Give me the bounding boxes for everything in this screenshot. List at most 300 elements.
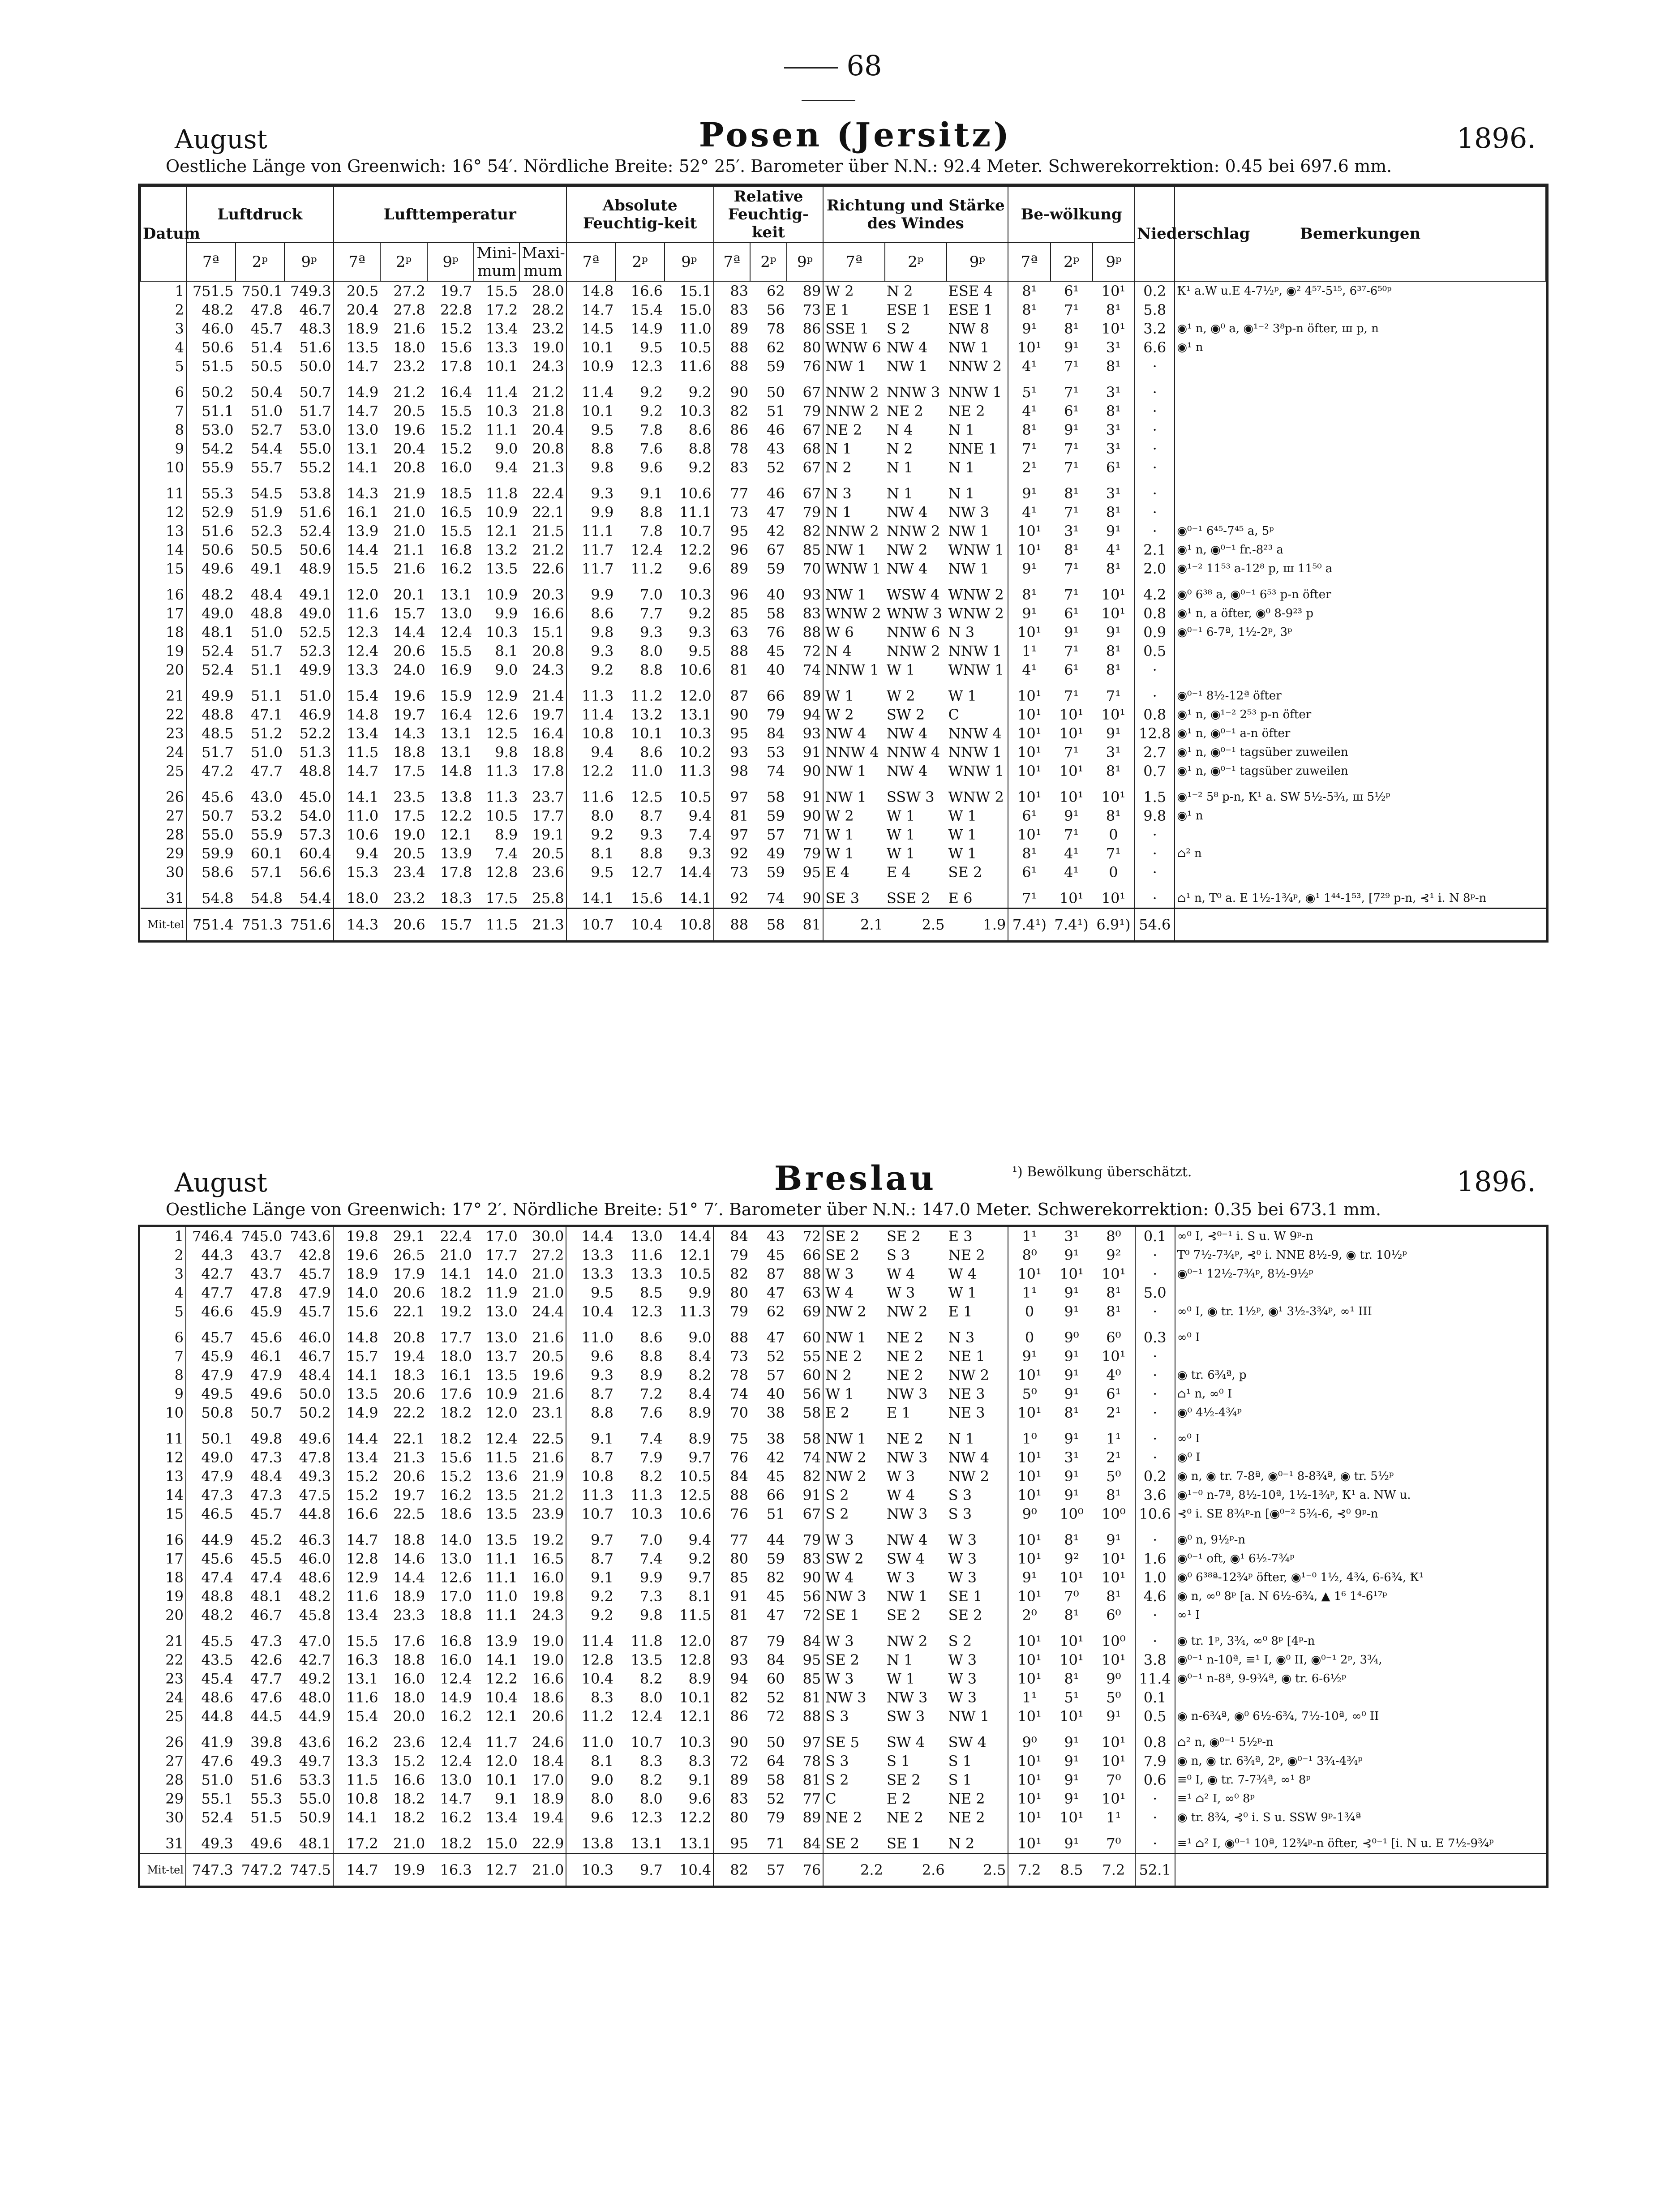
day-cell: 28 [166, 826, 184, 843]
data-cell: 9.2 [688, 605, 712, 622]
data-cell: 10¹ [1008, 762, 1050, 780]
data-cell: 52.3 [299, 643, 331, 660]
data-cell: 8¹ [1008, 578, 1050, 604]
table-row [141, 319, 1546, 338]
data-cell: · [1135, 660, 1175, 679]
data-cell: SE 2 [948, 864, 982, 881]
data-cell: 15.1 [679, 283, 712, 300]
data-cell: 10¹ [1060, 1651, 1084, 1668]
remarks-cell: ◉⁰⁻¹ 6-7ª, 1½-2ᵖ, 3ᵖ [1175, 623, 1546, 642]
day-cell: 31 [166, 890, 184, 907]
data-cell: 15.4 [334, 679, 381, 705]
data-cell: 21.3 [532, 459, 564, 476]
data-cell: 58 [766, 605, 785, 622]
data-cell: 9.2 [566, 825, 616, 844]
data-cell: N 1 [823, 439, 885, 458]
data-cell: 17.8 [440, 358, 472, 375]
data-cell: · [1135, 1347, 1175, 1366]
data-cell: 14.9 [334, 376, 381, 402]
data-cell: 12.4 [631, 1708, 663, 1725]
data-cell: SE 2 [886, 1228, 921, 1245]
data-cell: 53.8 [299, 485, 331, 502]
data-cell: 9.2 [688, 459, 712, 476]
data-cell: 14.3 [393, 725, 425, 742]
table-row [141, 863, 1546, 882]
data-cell: 19.4 [532, 1809, 564, 1826]
data-cell: 9.3 [566, 477, 616, 503]
data-cell: 79 [713, 1302, 750, 1321]
data-cell: 7.6 [639, 1404, 663, 1421]
data-cell: 7¹ [1064, 586, 1079, 603]
data-cell: 51.6 [299, 504, 331, 521]
day-cell: 26 [166, 789, 184, 806]
data-cell: 15.7 [393, 605, 425, 622]
data-cell: 45.4 [186, 1669, 235, 1688]
data-cell: W 3 [886, 1468, 915, 1485]
table-row [140, 1568, 1546, 1587]
data-cell: 47.3 [250, 1449, 283, 1466]
data-cell: 55.0 [299, 1790, 331, 1807]
data-cell: 3.8 [1135, 1650, 1175, 1669]
data-cell: 13.3 [566, 1246, 615, 1265]
header-bewoelkung: Be-wölkung [1008, 186, 1135, 243]
day-cell: 9 [174, 1385, 184, 1402]
header-luftdruck: Luftdruck [186, 186, 334, 243]
data-cell: 10.9 [485, 504, 518, 521]
remarks-cell: ◉¹ n, ◉⁰⁻¹ a-n öfter [1175, 724, 1546, 743]
data-cell: 52.4 [299, 523, 331, 540]
data-cell: 7.4 [639, 1550, 663, 1567]
data-cell: 13.6 [485, 1468, 518, 1485]
data-cell: 79 [802, 1531, 821, 1548]
data-cell: 7.0 [640, 586, 663, 603]
data-cell: 9.7 [566, 1523, 615, 1549]
data-cell: 95 [713, 1827, 750, 1854]
data-cell: 8.1 [566, 844, 616, 863]
data-cell: 11.1 [485, 421, 518, 438]
station-month: August [175, 124, 267, 154]
mean-cell: 10.8 [665, 909, 714, 941]
data-cell: 10¹ [1101, 586, 1126, 603]
data-cell: 0.5 [1135, 642, 1175, 660]
data-cell: 11.3 [679, 763, 712, 780]
data-cell: 3.2 [1135, 319, 1175, 338]
data-cell: 71 [802, 826, 821, 843]
data-cell: 13.9 [440, 845, 472, 862]
data-cell: 10¹ [1060, 1265, 1084, 1282]
data-cell: 47.3 [250, 1633, 283, 1650]
table-row [140, 1505, 1546, 1523]
data-cell: 80 [713, 1808, 750, 1827]
data-cell: · [1135, 376, 1175, 402]
data-cell: 9¹ [1008, 477, 1050, 503]
data-cell: 1¹ [1106, 1430, 1121, 1447]
data-cell: 20.0 [393, 1708, 425, 1725]
data-cell: 16.6 [532, 605, 564, 622]
data-cell: S 1 [886, 1753, 910, 1770]
data-cell: 47.1 [250, 706, 283, 723]
data-cell: 8.2 [688, 1367, 712, 1384]
data-cell: 85 [802, 541, 821, 558]
data-cell: 84 [802, 1633, 821, 1650]
data-cell: N 1 [886, 485, 913, 502]
data-cell: 17.5 [485, 890, 518, 907]
data-cell: NE 3 [948, 1385, 985, 1402]
data-cell: 95 [802, 864, 821, 881]
day-cell: 3 [174, 1265, 184, 1282]
data-cell: 13.0 [485, 1303, 518, 1320]
data-cell: 9¹ [1064, 1753, 1079, 1770]
data-cell: · [1135, 1265, 1175, 1283]
data-cell: · [1135, 420, 1175, 439]
table-breslau [138, 1225, 1549, 1888]
data-cell: 50 [766, 384, 785, 401]
data-cell: N 4 [823, 642, 885, 660]
data-cell: 20.6 [393, 643, 425, 660]
table-row [140, 1321, 1546, 1347]
data-cell: 15.2 [333, 1467, 380, 1486]
mean-cell: 16.3 [427, 1854, 474, 1886]
data-cell: 48.8 [299, 763, 331, 780]
data-cell: 55.3 [250, 1790, 283, 1807]
data-cell: 21.9 [532, 1468, 564, 1485]
header-lufttemperatur: Lufttemperatur [334, 186, 566, 243]
data-cell: 91 [802, 744, 821, 761]
data-cell: 9.3 [566, 642, 616, 660]
data-cell: 8¹ [1064, 485, 1079, 502]
data-cell: 10¹ [1008, 1587, 1050, 1606]
table-row [140, 1707, 1546, 1726]
data-cell: 9.6 [566, 1808, 615, 1827]
data-cell: 50.8 [186, 1403, 235, 1422]
data-cell: 53.2 [250, 807, 283, 824]
data-cell: 9.9 [495, 605, 518, 622]
remarks-cell: ◉¹⁻⁰ n-7ª, 8½-10ª, 1½-1¾ᵖ, Ꝁ¹ a. NW u. [1175, 1486, 1546, 1505]
table-row [140, 1789, 1546, 1808]
mean-cell: 10.7 [566, 909, 616, 941]
data-cell: 14.4 [393, 624, 425, 641]
remarks-cell: ◉⁰⁻¹ n-10ª, ≡¹ I, ◉⁰ II, ◉⁰⁻¹ 2ᵖ, 3¾, [1175, 1650, 1546, 1669]
data-cell: 13.0 [440, 605, 472, 622]
data-cell: 18.2 [393, 1809, 425, 1826]
table-row [140, 1726, 1546, 1752]
header-luftdruck-h2: 2ᵖ [236, 243, 285, 281]
data-cell: · [1135, 1625, 1175, 1650]
data-cell: 90 [802, 807, 821, 824]
remarks-cell: ◉⁰⁻¹ n-8ª, 9-9¾ª, ◉ tr. 6-6½ᵖ [1175, 1669, 1546, 1688]
data-cell: 1¹ [1008, 1283, 1050, 1302]
remarks-cell: ◉⁰ 6³⁸ a, ◉⁰⁻¹ 6⁵³ p-n öfter [1175, 578, 1546, 604]
data-cell: 53.3 [299, 1771, 331, 1788]
data-cell: 12.2 [485, 1670, 518, 1687]
data-cell: 93 [802, 725, 821, 742]
day-cell: 24 [165, 1689, 184, 1706]
data-cell: 9¹ [1064, 1487, 1079, 1504]
data-cell: 78 [714, 439, 751, 458]
mean-cell: 82 [713, 1854, 750, 1886]
day-cell: 4 [175, 339, 184, 356]
data-cell: 54.0 [299, 807, 331, 824]
data-cell: 13.9 [334, 522, 381, 540]
data-cell: 9.2 [566, 1606, 615, 1625]
data-cell: 66 [766, 687, 785, 704]
data-cell: 74 [766, 890, 785, 907]
data-cell: 45.8 [299, 1607, 331, 1624]
data-cell: 50.7 [299, 384, 331, 401]
data-cell: E 4 [886, 864, 911, 881]
data-cell: 9.1 [566, 1422, 615, 1448]
data-cell: 12.0 [334, 578, 381, 604]
data-cell: 20.6 [393, 1385, 425, 1402]
data-cell: 7¹ [1064, 358, 1079, 375]
data-cell: 8.3 [639, 1753, 663, 1770]
data-cell: E 1 [886, 1404, 911, 1421]
data-cell: 11.4 [1135, 1669, 1175, 1688]
data-cell: 10.5 [679, 1468, 712, 1485]
data-cell: 47.9 [250, 1367, 283, 1384]
mean-cell [1175, 909, 1546, 941]
data-cell: NNW 2 [948, 358, 1002, 375]
data-cell: 0.3 [1135, 1321, 1175, 1347]
remarks-cell [1175, 642, 1546, 660]
data-cell: 9⁰ [1008, 1726, 1050, 1752]
remarks-cell: ∞⁰ I, ◉ tr. 1½ᵖ, ◉¹ 3½-3¾ᵖ, ∞¹ III [1175, 1302, 1546, 1321]
data-cell: 13.1 [440, 586, 472, 603]
data-cell: 8.6 [640, 744, 663, 761]
data-cell: NW 1 [823, 762, 885, 780]
data-cell: 13.2 [485, 541, 518, 558]
data-cell: 9.9 [639, 1569, 663, 1586]
data-cell: · [1135, 458, 1175, 477]
data-cell: 9¹ [1106, 523, 1121, 540]
data-cell: 20.8 [393, 459, 425, 476]
data-cell: 13.3 [631, 1265, 663, 1282]
table-row [141, 660, 1546, 679]
day-cell: 25 [166, 763, 184, 780]
data-cell: W 2 [823, 806, 885, 825]
table-row [141, 762, 1546, 780]
data-cell: 9.4 [566, 743, 616, 762]
data-cell: 8¹ [1106, 1487, 1121, 1504]
data-cell: SE 5 [823, 1726, 885, 1752]
data-cell: SE 1 [823, 1606, 885, 1625]
data-cell: 13.4 [333, 1448, 380, 1467]
data-cell: NW 1 [948, 560, 989, 577]
data-cell: 13.1 [679, 706, 712, 723]
data-cell: 12.3 [631, 358, 663, 375]
data-cell: 22.1 [393, 1430, 425, 1447]
data-cell: 19.7 [440, 283, 472, 300]
data-cell: NW 2 [823, 1302, 885, 1321]
data-cell: 8¹ [1064, 1531, 1079, 1548]
table-row [140, 1366, 1546, 1385]
data-cell: 13.1 [440, 744, 472, 761]
data-cell: 54.8 [186, 882, 236, 909]
data-cell: W 3 [948, 1689, 977, 1706]
data-cell: 1.5 [1135, 780, 1175, 806]
data-cell: NE 2 [823, 420, 885, 439]
data-cell: 10.5 [485, 807, 518, 824]
table-row [140, 1422, 1546, 1448]
data-cell: 20.6 [393, 1284, 425, 1301]
data-cell: 48.8 [186, 705, 236, 724]
remarks-cell: ◉⁰⁻¹ 6⁴⁵-7⁴⁵ a, 5ᵖ [1175, 522, 1546, 540]
data-cell: 10¹ [1008, 1265, 1050, 1283]
data-cell: WNW 2 [948, 586, 1004, 603]
data-cell: 12.8 [1135, 724, 1175, 743]
data-cell: NNE 1 [948, 440, 998, 457]
data-cell: 2.1 [1135, 540, 1175, 559]
table-row [141, 503, 1546, 522]
data-cell: NW 4 [823, 724, 885, 743]
data-cell: 55.0 [299, 440, 331, 457]
day-cell: 18 [166, 624, 184, 641]
data-cell: 46.0 [299, 1329, 331, 1346]
mean-cell: 57 [750, 1854, 787, 1886]
data-cell: 11.6 [333, 1587, 380, 1606]
data-cell: 55.3 [186, 477, 236, 503]
remarks-cell: ≡¹ ⌂² I, ∞⁰ 8ᵖ [1175, 1789, 1546, 1808]
data-cell: 72 [766, 1708, 785, 1725]
data-cell: 14.0 [333, 1283, 380, 1302]
data-cell: 81 [714, 660, 751, 679]
data-cell: 51.7 [250, 643, 283, 660]
data-cell: NNW 4 [886, 744, 940, 761]
data-cell: 19.8 [333, 1227, 380, 1246]
data-cell: 62 [766, 283, 785, 300]
data-cell: 0.2 [1135, 281, 1175, 300]
table-row [140, 1265, 1546, 1283]
data-cell: W 1 [886, 845, 915, 862]
data-cell: 5⁰ [1008, 1385, 1050, 1403]
data-cell: 15.2 [440, 421, 472, 438]
data-cell: 45.7 [299, 1303, 331, 1320]
day-cell: 2 [175, 301, 184, 318]
data-cell: NW 2 [886, 1303, 928, 1320]
remarks-cell: ◉ tr. 1ᵖ, 3¾, ∞⁰ 8ᵖ [4ᵖ-n [1175, 1625, 1546, 1650]
data-cell: 3¹ [1106, 744, 1121, 761]
data-cell: 12.8 [485, 864, 518, 881]
data-cell: 19.6 [393, 421, 425, 438]
data-cell: 12.1 [485, 523, 518, 540]
data-cell: 9⁰ [1106, 1670, 1121, 1687]
day-cell: 30 [166, 864, 184, 881]
remarks-cell [1175, 357, 1546, 376]
data-cell: 11.4 [485, 384, 518, 401]
data-cell: 8¹ [1106, 763, 1121, 780]
remarks-cell [1175, 402, 1546, 420]
data-cell: 47 [766, 1607, 785, 1624]
data-cell: 7¹ [1064, 744, 1079, 761]
data-cell: 20.8 [393, 1329, 425, 1346]
day-cell: 12 [165, 1449, 184, 1466]
data-cell: 19.0 [532, 1633, 564, 1650]
data-cell: 46.7 [299, 1348, 331, 1365]
data-cell: 79 [766, 1633, 785, 1650]
data-cell: 20.5 [532, 1348, 564, 1365]
header-temp-h9: 9ᵖ [427, 243, 474, 281]
data-cell: 9.4 [688, 1531, 712, 1548]
data-cell: 9.1 [494, 1790, 518, 1807]
data-cell: 51.4 [250, 339, 283, 356]
data-cell: 8.7 [566, 1549, 615, 1568]
data-cell: E 4 [823, 863, 885, 882]
data-cell: 23.7 [532, 789, 564, 806]
data-cell: 84 [802, 1835, 821, 1852]
data-cell: 14.4 [679, 864, 712, 881]
data-cell: 45 [766, 1247, 785, 1264]
data-cell: 10¹ [1102, 1651, 1126, 1668]
data-cell: 49.0 [186, 1448, 235, 1467]
data-cell: NE 3 [948, 1404, 985, 1421]
header-wind-h9: 9ᵖ [947, 243, 1008, 281]
remarks-cell: ◉ n, ◉ tr. 7-8ª, ◉⁰⁻¹ 8-8¾ª, ◉ tr. 5½ᵖ [1175, 1467, 1546, 1486]
data-cell: 11.6 [334, 604, 381, 623]
data-cell: 52.9 [186, 503, 236, 522]
data-cell: 48.4 [299, 1367, 331, 1384]
data-cell: 13.0 [334, 420, 381, 439]
data-cell: 18.0 [440, 1348, 472, 1365]
data-cell: 10¹ [1102, 1348, 1126, 1365]
data-cell: 21.2 [532, 541, 564, 558]
data-cell: SW 2 [823, 1549, 885, 1568]
data-cell: W 3 [948, 1531, 977, 1548]
data-cell: 11.3 [566, 679, 616, 705]
data-cell: 0 [1008, 1302, 1050, 1321]
data-cell: 21.6 [532, 1385, 564, 1402]
data-cell: 8¹ [1106, 1588, 1121, 1605]
data-cell: 43.6 [299, 1734, 331, 1751]
data-cell: 12.1 [679, 1247, 712, 1264]
data-cell: 8.4 [688, 1385, 712, 1402]
data-cell: 13.5 [485, 1367, 518, 1384]
day-cell: 17 [166, 605, 184, 622]
data-cell: 8.1 [566, 1752, 615, 1770]
data-cell: 11.4 [566, 1625, 615, 1650]
station-name: Breslau [774, 1159, 937, 1198]
table-row [141, 623, 1546, 642]
data-cell: 53 [766, 744, 785, 761]
data-cell: E 2 [823, 1403, 885, 1422]
data-cell: NNW 6 [886, 624, 940, 641]
data-cell: 50.1 [186, 1422, 235, 1448]
data-cell: 93 [714, 743, 751, 762]
mean-cell: 10.4 [615, 909, 665, 941]
data-cell: 10.5 [679, 1265, 712, 1282]
remarks-cell: ◉ n, ∞⁰ 8ᵖ [a. N 6½-6¾, ▲ 1⁶ 1⁴-6¹⁷ᵖ [1175, 1587, 1546, 1606]
data-cell: 11.1 [679, 504, 712, 521]
data-cell: 43.7 [250, 1265, 283, 1282]
data-cell: 20.6 [393, 1468, 425, 1485]
data-cell: 23.6 [393, 1734, 425, 1751]
data-cell: 7¹ [1106, 845, 1121, 862]
data-cell: 12.4 [440, 624, 472, 641]
data-cell: 7¹ [1064, 459, 1079, 476]
data-cell: 9¹ [1064, 1430, 1079, 1447]
data-cell: 90 [802, 890, 821, 907]
data-cell: 23.2 [532, 320, 564, 337]
data-cell: 46.0 [299, 1550, 331, 1567]
data-cell: 24.3 [532, 661, 564, 678]
data-cell: SE 2 [823, 1650, 885, 1669]
data-cell: 4.2 [1135, 578, 1175, 604]
data-cell: W 2 [886, 687, 915, 704]
data-cell: 10.1 [631, 725, 663, 742]
remarks-cell [1175, 477, 1546, 503]
data-cell: 751.5 [186, 281, 236, 300]
data-cell: 10¹ [1008, 825, 1050, 844]
data-cell: 20.1 [393, 586, 425, 603]
